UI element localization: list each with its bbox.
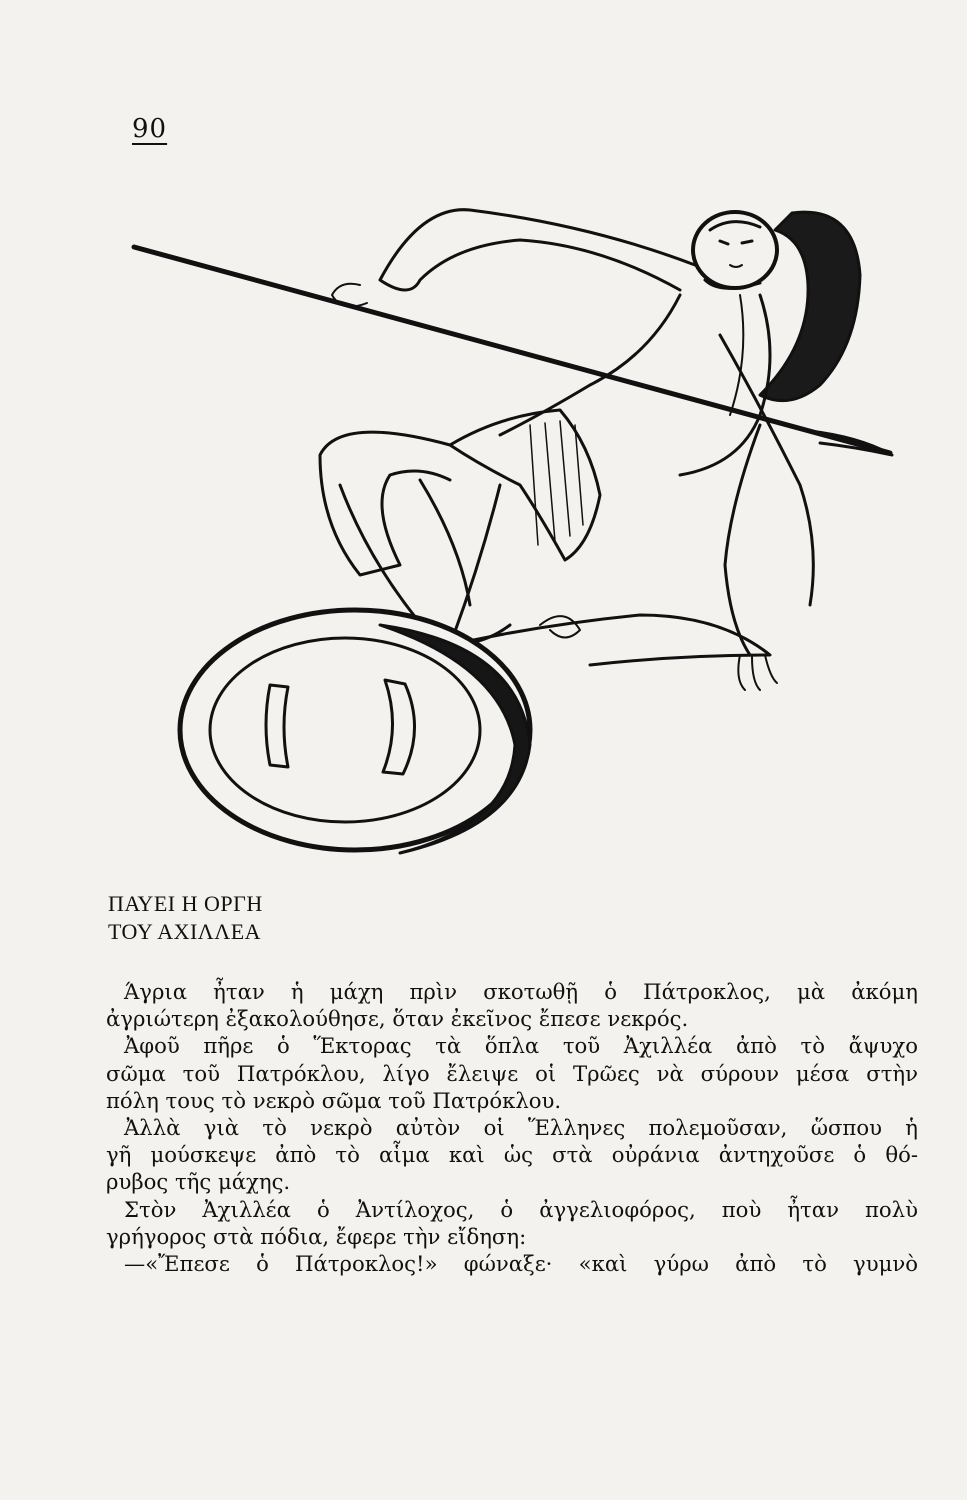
heading-line-2: ΤΟΥ ΑΧΙΛΛΕΑ <box>108 919 262 944</box>
text-line: γῆ μούσκεψε ἀπὸ τὸ αἷμα καὶ ὡς στὰ οὐράνια ἀντηχοῦσε ὁ θό- <box>106 1142 918 1168</box>
raised-arm <box>380 210 695 290</box>
text-line: ἀγριώτερη ἐξακολούθησε, ὅταν ἐκεῖνος ἔπεσε νεκρός. <box>106 1006 689 1032</box>
legs <box>320 432 450 575</box>
heading-line-1: ΠΑΥΕΙ Η ΟΡΓΗ <box>108 891 263 916</box>
hanging-arm <box>725 425 760 655</box>
section-heading <box>108 890 408 946</box>
text-line: ρυβος τῆς μάχης. <box>106 1169 291 1195</box>
text-line: Ἀλλὰ γιὰ τὸ νεκρὸ αὐτὸν οἱ Ἕλληνες πολεμοῦσαν, ὥσπου ἡ <box>124 1115 918 1141</box>
text-line: Ἀφοῦ πῆρε ὁ Ἕκτορας τὰ ὅπλα τοῦ Ἀχιλλέα ἀπὸ τὸ ἄψυχο <box>124 1033 918 1059</box>
text-line: σῶμα τοῦ Πατρόκλου, λίγο ἔλειψε οἱ Τρῶες νὰ σύρουν μέσα στὴν <box>106 1060 918 1086</box>
text-line: Άγρια ἦταν ἡ μάχη πρὶν σκοτωθῇ ὁ Πάτροκλος, μὰ ἀκόμη <box>124 979 918 1004</box>
text-line: —«Ἔπεσε ὁ Πάτροκλος!» φώναξε· «καὶ γύρω ἀπὸ τὸ γυμνὸ <box>124 1251 918 1277</box>
spear <box>134 247 890 453</box>
body-text <box>106 978 918 1277</box>
text-line: γρήγορος στὰ πόδια, ἔφερε τὴν εἴδηση: <box>106 1223 527 1249</box>
text-line: πόλη τους τὸ νεκρὸ σῶμα τοῦ Πατρόκλου. <box>106 1087 562 1113</box>
warrior-head <box>693 212 777 288</box>
tunic <box>450 410 600 560</box>
page-number: 90 <box>132 114 168 144</box>
fallen-warrior-illustration <box>120 185 920 865</box>
shield <box>180 610 530 850</box>
text-line: Στὸν Ἀχιλλέα ὁ Ἀντίλοχος, ὁ ἀγγελιοφόρος, ποὺ ἦταν πολὺ <box>124 1196 918 1222</box>
